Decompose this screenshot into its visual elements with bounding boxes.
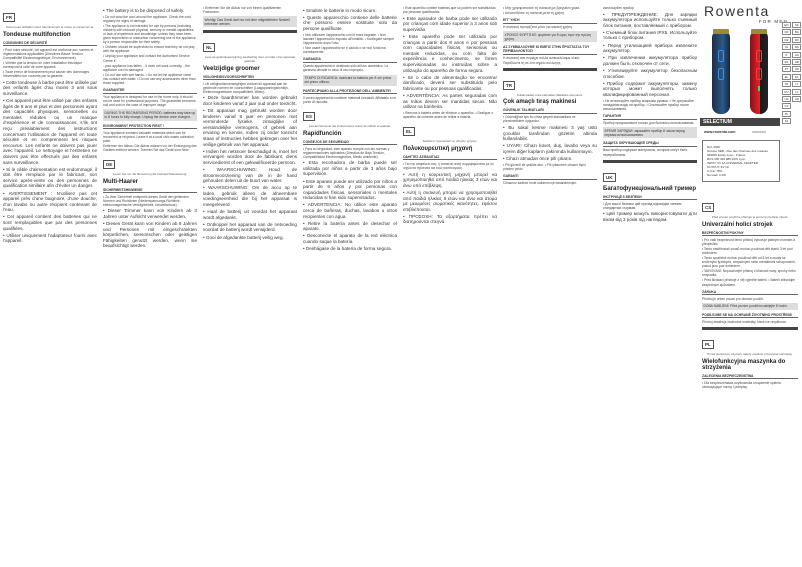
body-text: Il vostro apparecchio contiene materiali riciclabili. Affidatelo a un punto di raccolta. bbox=[303, 95, 397, 104]
safety-paragraph: • Utiliser uniquement l’adaptateur fourni avec l’appareil. bbox=[3, 232, 97, 244]
highlight-note: ΧΡΟΝΟΣ ΦΟΡΤΙΣΗΣ: φορτίστε για 8 ώρες πριν την πρώτη χρήση. bbox=[503, 31, 597, 42]
language-badge-row bbox=[403, 120, 497, 138]
highlight-note: DOBA NABÍJENÍ: Před prvním použitím nabíjejte 8 hodin. bbox=[702, 303, 798, 310]
language-code: RU bbox=[782, 89, 791, 95]
address-line: INPUT: 5V 1A UNIVERSAL ADAPTER bbox=[707, 161, 758, 165]
divider bbox=[702, 327, 798, 330]
subsection-heading: ΕΓΓΎΗΣΗ bbox=[503, 18, 597, 24]
language-code: LV bbox=[792, 89, 801, 95]
language-code: ES bbox=[782, 59, 791, 65]
safety-paragraph: • Съемный блок питания IPX5. Используйте только с прибором. bbox=[603, 29, 697, 41]
safety-paragraph: • Bu sakal kesme makinesi 3 yaş üstü çocuklar tarafından gözetim altında kullanılabilir. bbox=[503, 124, 597, 142]
section-title: Tondeuse multifonction bbox=[3, 31, 71, 38]
language-badge-row bbox=[303, 105, 397, 123]
language-badge: NL bbox=[203, 43, 215, 52]
safety-paragraph: • Questo apparecchio contiene delle batterie che possono essere sostituite solo da persone qualificate. bbox=[303, 14, 397, 31]
body-text: • Vérifiez que la tension de votre installation électrique correspond à celle de votre appareil. bbox=[3, 60, 83, 69]
safety-paragraph: • Cet appareil peut être utilisé par des enfants âgés de 8 ans et plus et des personnes ayant des capacités physiques, sensorielles ou mentales réduites ou un manque d’expérience et de connaissances, s’ils ont reçu préalablement des instructions concernant l’utilisation de l’appareil en toute sécurité et en comprennent les risques encourus. Les enfants ne doivent pas jouer avec l’appareil. Le nettoyage et l’entretien ne doivent pas être effectués par des enfants sans surveillance. bbox=[3, 98, 97, 165]
safety-paragraph: • ΠΡΟΣΟΧΗ: Τα εξαρτήματα πρέπει να διατηρούνται στεγνά. bbox=[403, 213, 497, 225]
safety-paragraph: • Este aparelho pode ser utilizado por crianças a partir dos 8 anos e por pessoas com capacidades físicas, sensoriais ou mentais reduzidas, ou com falta de experiência e conhecimento, se forem supervisionadas ou instruídas sobre a utilização do aparelho de forma segura. bbox=[403, 33, 497, 73]
safety-paragraph: • Cet appareil contient des batteries qui ne sont remplaçables que par des personnes qualifiées. bbox=[3, 214, 97, 231]
language-badge-row bbox=[203, 36, 297, 54]
subsection-heading: CONSEJOS DE SEGURIDAD bbox=[303, 140, 397, 146]
language-code: BG bbox=[792, 29, 801, 35]
body-text: • Для вашої безпеки цей прилад відповідає чинним стандартам і нормам. bbox=[603, 201, 682, 210]
section-title: Πολυκουρευτική μηχανή bbox=[403, 145, 473, 152]
body-text: • Do not wind the cord around the appliance. Check the cord regularly for signs of damage. bbox=[103, 14, 192, 23]
body-text: • Tento spotřebič mohou používat děti od 8 let a osoby se sníženými fyzickými, smyslovými nebo mentálními schopnostmi, pokud jsou pod dohledem. bbox=[702, 255, 796, 269]
language-code: BS bbox=[792, 44, 801, 50]
subsection-heading: ΟΔΗΓΊΕΣ ΑΣΦΑΛΕΊΑΣ bbox=[403, 155, 497, 161]
highlight-note: Wichtig: Das Gerät darf nur mit dem mitgelieferten Netzteil betrieben werden. bbox=[203, 16, 297, 27]
address-line: A.A.E: 75% bbox=[707, 169, 723, 173]
language-code: IT bbox=[782, 52, 791, 58]
body-text: • Не используйте прибор мокрыми руками. • Не допускайте попадания воды на прибор. • Отключайте прибор после использования. bbox=[603, 98, 695, 112]
subsection-heading: ГАРАНТИЯ bbox=[603, 114, 697, 120]
language-badge: CS bbox=[702, 203, 714, 212]
language-code: EN bbox=[782, 22, 791, 28]
body-text: используйте прибор. bbox=[603, 6, 635, 10]
safety-paragraph: • Haal de batterij uit voordat het apparaat wordt afgedankt. bbox=[203, 209, 297, 220]
address-box bbox=[702, 140, 780, 182]
safety-paragraph: • Dieser Trimmer kann von Kindern ab 3 Jahren unter Aufsicht verwendet werden. bbox=[103, 208, 197, 219]
address-line: Ref. 0000 bbox=[707, 145, 721, 149]
language-code: CS bbox=[782, 103, 791, 109]
language-code: DE bbox=[782, 37, 791, 43]
language-badge: ES bbox=[303, 112, 315, 121]
language-code: ET bbox=[792, 74, 801, 80]
body-text: Η συσκευή σας περιέχει πολλά ανακυκλώσιμα υλικά. Παραδώστε τη σε ένα σημείο συλλογής. bbox=[503, 56, 580, 65]
body-text: Η συσκευή προορίζεται μόνο για οικιακή χρήση. bbox=[503, 25, 573, 30]
language-code: NL bbox=[782, 44, 791, 50]
language-code: PT bbox=[782, 66, 791, 72]
body-text: • Tento zastřihovač vousů mohou používat děti starší 3 let pod dohledem. bbox=[702, 246, 793, 255]
text-column bbox=[3, 6, 97, 562]
body-text: Cihazınız sadece evde kullanım için tasarlanmıştır. bbox=[503, 181, 578, 186]
safety-paragraph: • При извлечении аккумулятора прибор должен быть отключен от сети. bbox=[603, 55, 697, 66]
trimmer-red-image bbox=[750, 32, 768, 114]
address-line: OUTPUT: 5V 1A bbox=[707, 165, 729, 169]
language-code: FA bbox=[782, 118, 791, 124]
body-text: Прибор предназначен только для бытового использования. bbox=[603, 121, 695, 126]
subsection-heading: GUARANTEE bbox=[103, 88, 197, 94]
body-text: Your appliance contains valuable materials which can be recovered or recycled. Leave it at a local civic waste collection point. bbox=[103, 130, 194, 143]
body-text: • Dla bezpieczeństwa użytkownika urządzenie spełnia obowiązujące normy i przepisy. bbox=[702, 380, 781, 389]
body-text: • Zu Ihrer Sicherheit entspricht dieses Gerät den geltenden Normen und Richtlinien (Niederspannungs-Richtlinie, elektromagnetische Verträglichkeit, Umweltschutz). bbox=[103, 194, 189, 207]
body-text: • Μην χρησιμοποιείτε τη συσκευή με βρεγμένα χέρια. bbox=[503, 6, 581, 10]
body-text: • Non usare l’apparecchio se è caduto o se non funziona correttamente. bbox=[303, 46, 386, 55]
header-note: Kullanmadan önce talimatları dikkatlice okuyunuz. bbox=[516, 92, 584, 97]
safety-paragraph: • Ontkoppel het apparaat van de netvoeding voordat de batterij wordt verwijderd. bbox=[203, 221, 297, 233]
language-code: PL bbox=[782, 111, 791, 117]
address-line: 069000 Ecully-Lyon - France bbox=[707, 153, 746, 157]
highlight-note: TEMPO DI RICARICA: ricaricare la batteria per 8 ore prima del primo utilizzo. bbox=[303, 75, 397, 86]
divider bbox=[503, 68, 597, 71]
highlight-note: ВРЕМЯ ЗАРЯДКИ: заряжайте прибор 8 часов перед первым использованием. bbox=[603, 127, 697, 138]
text-column bbox=[203, 6, 297, 562]
safety-paragraph: • Cihazı atmadan önce pili çıkarın. bbox=[503, 155, 573, 161]
body-text: • Unplug your appliance and contact the Authorised Service Centre if: bbox=[103, 54, 190, 63]
language-badge-row bbox=[702, 196, 798, 214]
text-column bbox=[303, 6, 397, 562]
language-code: SK bbox=[792, 22, 801, 28]
body-text: • Toute erreur de branchement peut causer des dommages irréversibles non couverts par la garantie. bbox=[3, 70, 90, 79]
body-text: • Pour votre sécurité, cet appareil est conforme aux normes et réglementations applicables (Directives Basse Tension, Compatibilité Electromagnétique, Environnement). bbox=[3, 47, 94, 60]
body-text: Přístroj obsahuje hodnotné materiály, které lze recyklovat. bbox=[702, 319, 787, 324]
trimmer-blue-image bbox=[712, 32, 730, 114]
part-number: 1800000000 bbox=[752, 131, 766, 134]
safety-paragraph: • Dieses Gerät kann von Kindern ab 8 Jahren und Personen mit eingeschränkten körperlichen, sensorischen oder geistigen Fähigkeiten genutzt werden, wenn sie beaufsichtigt werden. bbox=[103, 221, 197, 249]
body-text: • Este aparelho contém baterias que só podem ser substituídas por pessoas qualificadas. bbox=[403, 6, 496, 15]
section-title: Çok amaçlı tıraş makinesi bbox=[503, 99, 577, 106]
language-badge-row bbox=[3, 6, 97, 24]
subsection-heading: ЗАЩИТА ОКРУЖАЮЩЕЙ СРЕДЫ bbox=[603, 141, 697, 147]
text-column bbox=[103, 6, 197, 562]
body-text: • Pili güvenli bir şekilde atın. • Pili çıkarırken cihazın fişini prizden çekin. bbox=[503, 163, 586, 172]
body-text: • Remova a bateria antes de eliminar o aparelho. • Desligue o aparelho da corrente antes de retirar a bateria. bbox=[403, 111, 494, 120]
body-text: • VAROVÁNÍ: Nepoužívejte přístroj v blízkosti vany, sprchy nebo umyvadla. bbox=[702, 269, 796, 278]
body-text: • Για την ασφάλειά σας, η συσκευή αυτή συμμορφώνεται με τα ισχύοντα πρότυπα και τους κανονισμούς. bbox=[403, 161, 494, 171]
safety-paragraph: • Утилизируйте аккумулятор безопасным способом. bbox=[603, 67, 697, 79]
safety-paragraph: • Dit apparaat mag gebruikt worden door kinderen vanaf 8 jaar en personen met verminderde fysieke, zintuiglijke of verstandelijke vermogens, of gebrek aan ervaring en kennis, indien zij onder toezicht staan of instructies hebben gekregen over het veilige gebruik van het apparaat. bbox=[203, 108, 297, 147]
language-badge: PL bbox=[702, 340, 714, 349]
body-text: - your appliance has fallen, - it does not work correctly, - the appliance cord is damaged. bbox=[103, 63, 190, 72]
header-note: Lesen Sie vor der Benutzung die Gebrauchsanweisung. bbox=[112, 172, 188, 177]
language-badge-row bbox=[603, 166, 697, 184]
brand-subtitle: FOR MEN bbox=[758, 19, 788, 24]
language-code: FR bbox=[782, 29, 791, 35]
safety-paragraph: • Gooi de afgedankte batterij veilig weg. bbox=[203, 234, 284, 240]
language-badge: DE bbox=[103, 160, 115, 169]
language-code: LT bbox=[792, 81, 801, 87]
body-text: • Non utilizzare l’apparecchio con le mani bagnate. • Non lasciare l’apparecchio esposto all’umidità. • Scollegare sempre l’apparecchio dopo l’uso. bbox=[303, 32, 395, 46]
language-badge: FR bbox=[3, 13, 15, 22]
subsection-heading: CONSIGNES DE SÉCURITÉ bbox=[3, 41, 97, 47]
address-line: Groupe SEB - Rue des Charmes des rosaires bbox=[707, 149, 768, 153]
text-column bbox=[603, 6, 697, 562]
subsection-heading: ENVIRONMENT PROTECTION FIRST ! bbox=[103, 124, 197, 130]
language-code: AR bbox=[792, 96, 801, 102]
body-text: • Para su seguridad, este aparato cumple con las normas y reglamentaciones aplicables (Directiva de Baja Tensión, Compatibilidad Electromagnética, Medio ambiente). bbox=[303, 146, 390, 159]
body-text: Ваш прибор содержит материалы, которые могут быть переработаны. bbox=[603, 148, 688, 157]
subsection-heading: VEILIGHEIDSVOORSCHRIFTEN bbox=[203, 75, 297, 81]
trimmer-blade bbox=[713, 29, 729, 34]
body-text: Entfernen der Akkus: Die Akkus müssen vor der Entsorgung des Gerätes entfernt werden. Trennen Sie das Gerät vom Netz. bbox=[103, 143, 197, 152]
language-codes bbox=[782, 22, 801, 124]
section-title: Wielofunkcyjna maszynka do strzyżenia bbox=[702, 358, 786, 371]
section-title: Multi-Haarer bbox=[103, 178, 139, 185]
subsection-heading: BEZPEČNOSTNÍ POKYNY bbox=[702, 231, 798, 237]
header-note: Lees de gebruiksaanwijzing aandachtig door voordat u het apparaat gebruikt. bbox=[204, 55, 296, 63]
address-line: RCS 300 349 985 RCS Lyon bbox=[707, 157, 746, 161]
safety-paragraph: • ADVERTÊNCIA: As partes seguradas com as mãos devem ser mantidas secas. Não utilizar na banheira. bbox=[403, 92, 497, 110]
language-badge: UK bbox=[603, 173, 616, 182]
safety-paragraph: • The battery is to be disposed of safely. bbox=[103, 7, 185, 13]
spacer bbox=[792, 103, 801, 109]
subsection-heading: GÜVENLIK TALIMATLARI bbox=[503, 108, 597, 114]
spacer bbox=[792, 111, 801, 117]
safety-paragraph: • WAARSCHUWING: Om de accu op te laden, gebruik alleen de afneembare voedingseenheid die bij het apparaat is meegeleverd. bbox=[203, 185, 297, 208]
language-code: HR bbox=[792, 59, 801, 65]
safety-paragraph: • Si le câble d’alimentation est endommagé, il doit être remplacé par le fabricant, son service après-vente ou des personnes de qualification similaire afin d’éviter un danger. bbox=[3, 166, 97, 189]
text-column bbox=[503, 6, 597, 562]
website: www.rowenta.com bbox=[704, 130, 736, 134]
subsection-heading: ΑΣ ΣΥΜΒΆΛΛΟΥΜΕ ΚΙ ΕΜΕΊΣ ΣΤΗΝ ΠΡΟΣΤΑΣΊΑ ΤΟΥ ΠΕΡΙΒΆΛΛΟΝΤΟΣ! bbox=[503, 45, 597, 55]
safety-paragraph: • Smaltire le batterie in modo sicuro. bbox=[303, 7, 377, 13]
safety-paragraph: • Deze baardtrimmer kan worden gebruikt door kinderen vanaf 3 jaar oud onder toezicht. bbox=[203, 95, 297, 106]
subsection-heading: SICHERHEITSHINWEISE bbox=[103, 188, 197, 194]
model-banner: SELECTIUM bbox=[700, 118, 780, 126]
safety-paragraph: • Este aparato puede ser utilizado por niños a partir de 8 años y por personas con capacidades físicas, sensoriales o mentales reducidas si han sido supervisados. bbox=[303, 178, 397, 201]
body-text: • Entfernen Sie die Akkus nur von einem qualifizierten Fachmann. bbox=[203, 6, 282, 15]
cover-panel bbox=[700, 0, 802, 567]
spacer bbox=[792, 118, 801, 124]
body-text: • Güvenliğiniz için bu cihaz geçerli standartlara ve yönetmeliklere uygundur. bbox=[503, 115, 576, 124]
section-title: Rapidfunción bbox=[303, 130, 342, 137]
language-code: EL bbox=[782, 74, 791, 80]
subsection-heading: ZÁRUKA bbox=[702, 290, 798, 296]
safety-paragraph: • Прибор содержит аккумуляторы, замену которых может выполнять только квалифицированный персонал. bbox=[603, 80, 697, 97]
language-code: RO bbox=[792, 37, 801, 43]
subsection-heading: ZALECENIA BEZPIECZEŃSTWA bbox=[702, 374, 798, 380]
safety-paragraph: • ПРЕДУПРЕЖДЕНИЕ: Для зарядки аккумулятора используйте только съемный блок питания, поставляемый с прибором. bbox=[603, 11, 697, 28]
header-note: Διαβάστε προσεκτικά τις οδηγίες χρήσης. bbox=[422, 139, 478, 144]
safety-paragraph: • WAARSCHUWING: Houd de stroomvoorziening van de in de hand gehouden delen uit de buurt van water. bbox=[203, 166, 297, 184]
body-text: Přístroj je určen pouze pro domácí použití. bbox=[702, 296, 764, 301]
safety-paragraph: • ADVERTENCIA: No utilice este aparato cerca de bañeras, duchas, lavabos u otros recipientes con agua. bbox=[303, 202, 397, 219]
body-text: • Uit veiligheidsoverwegingen voldoet dit apparaat aan de geldende normen en voorschriften (Laagspanningsrichtlijn, Elektromagnetische compatibiliteit, Milieu). bbox=[203, 81, 289, 94]
language-badge-row bbox=[503, 74, 597, 92]
header-note: Lea atentamente las instrucciones antes de utilizar el aparato. bbox=[308, 123, 392, 128]
section-title: Univerzální holicí strojek bbox=[702, 221, 773, 228]
safety-paragraph: • Desconecte el aparato de la red eléctrica cuando saque la batería. bbox=[303, 233, 397, 244]
trimmer-blade bbox=[751, 29, 767, 34]
header-note: Przed pierwszym użyciem należy uważnie przeczytać instrukcję. bbox=[707, 351, 793, 356]
brand-logo: Rowenta bbox=[704, 3, 770, 19]
language-badge-row bbox=[702, 333, 798, 351]
text-column bbox=[403, 6, 497, 562]
safety-paragraph: • Esta recortadora de barba puede ser utilizada por niños a partir de 3 años bajo supervisión. bbox=[303, 160, 397, 177]
safety-paragraph: • Deshágase de la batería de forma segura. bbox=[303, 246, 392, 252]
language-code: SR bbox=[792, 66, 801, 72]
safety-paragraph: • UYARI: Cihazı küvet, duş, lavabo veya su içeren diğer kapların yakınında kullanmayın. bbox=[503, 143, 597, 154]
subsection-heading: GARANZIA bbox=[303, 57, 397, 63]
body-text: • Před likvidací přístroje z něj vyjměte baterii. • Baterii zlikvidujte bezpečným způsobem. bbox=[702, 278, 796, 287]
subsection-heading: PARTECIPIAMO ALLA PROTEZIONE DELL’AMBIENTE! bbox=[303, 89, 397, 95]
safety-paragraph: • Se o cabo de alimentação se encontrar danificado, deverá ser substituído pelo fabricante ou por pessoas qualificadas. bbox=[403, 74, 497, 91]
subsection-heading: GARANTI bbox=[503, 174, 597, 180]
subsection-heading: PODÍLEJME SE NA OCHRANĚ ŽIVOTNÍHO PROSTŘEDÍ! bbox=[702, 313, 798, 319]
safety-paragraph: • AVERTISSEMENT : N’utilisez pas cet appareil près d’une baignoire, d’une douche, d’un lavabo ou autre récipient contenant de l’eau. bbox=[3, 190, 97, 213]
header-note: Před prvním použitím přístroje si pozorně přečtěte návod. bbox=[711, 215, 789, 219]
safety-paragraph: • Este aparador de barba pode ser utilizado por crianças com idade superior a 3 anos sob supervisão. bbox=[403, 15, 497, 32]
safety-paragraph: • Перед утилизацией прибора извлеките аккумулятор. bbox=[603, 42, 697, 54]
language-badge: TR bbox=[503, 81, 515, 90]
safety-paragraph: • Цей тример можуть використовувати діти віком від 3 років під наглядом. bbox=[603, 211, 697, 222]
language-badge: EL bbox=[403, 127, 415, 136]
section-title: Veelzijdige groomer bbox=[203, 65, 260, 72]
body-text: • Αποσυνδέστε τη συσκευή μετά τη χρήση. bbox=[503, 11, 565, 16]
section-title: Багатофункціональний тример bbox=[603, 185, 697, 192]
language-code: HU bbox=[792, 52, 801, 58]
address-line: No load: 0.1W bbox=[707, 173, 727, 177]
cover-lower-text bbox=[702, 196, 798, 565]
body-text: Questo apparecchio è destinato solo all’uso domestico. La garanzia decade in caso di uso improprio. bbox=[303, 64, 389, 73]
highlight-note: DURING THE RECHARGING PERIOD: batteries may take up to 8 hours to fully charge. Unplug the device once charged. bbox=[104, 110, 196, 119]
language-code: TR bbox=[782, 81, 791, 87]
language-code: UK bbox=[782, 96, 791, 102]
language-badge-row bbox=[103, 153, 197, 171]
body-text: • Pro vaši bezpečnost tento přístroj vyhovuje platným normám a předpisům. bbox=[702, 237, 796, 246]
body-text: • The appliance is not intended for use by persons (including children) with reduced physical, sensory or mental capabilities, or lack of experience and knowledge, unless they have been given supervision or instruction concerning use of the appliance by a person responsible for their safety. bbox=[103, 23, 196, 45]
body-text: • Do not use with wet hands. • Do not let the appliance come into contact with water. • Do not use any accessories other than those supplied. bbox=[103, 72, 196, 85]
safety-paragraph: • Cette tondeuse à barbe peut être utilisée par des enfants âgés d’au moins 3 ans sous surveillance. bbox=[3, 79, 97, 96]
body-text: • Children should be supervised to ensure that they do not play with the appliance. bbox=[103, 45, 195, 54]
safety-paragraph: • Αυτή η συσκευή μπορεί να χρησιμοποιηθεί από παιδιά ηλικίας 8 ετών και άνω και άτομα με μειωμένες σωματικές ικανότητες, εφόσον επιβλέπονται. bbox=[403, 189, 497, 212]
header-note: Avant toute utilisation lisez attentivement la notice et conservez-la. bbox=[5, 25, 95, 29]
safety-paragraph: • Retire la batería antes de desechar el aparato. bbox=[303, 220, 397, 232]
subsection-heading: ІНСТРУКЦІЇ З БЕЗПЕКИ bbox=[603, 195, 697, 201]
divider bbox=[203, 30, 297, 33]
body-text: Your appliance is designed for use in the home only. It should not be used for professional purposes. The guarantee becomes null and void in the case of improper usage. bbox=[103, 95, 196, 108]
safety-paragraph: • Indien het netsnoer beschadigd is, moet het vervangen worden door de fabrikant, diens servicedienst of een gekwalificeerde persoon. bbox=[203, 148, 297, 165]
divider bbox=[603, 160, 697, 163]
safety-paragraph: • Αυτή η κουρευτική μηχανή μπορεί να χρησιμοποιηθεί από παιδιά ηλικίας 3 ετών και άνω υπό επίβλεψη. bbox=[403, 171, 497, 188]
